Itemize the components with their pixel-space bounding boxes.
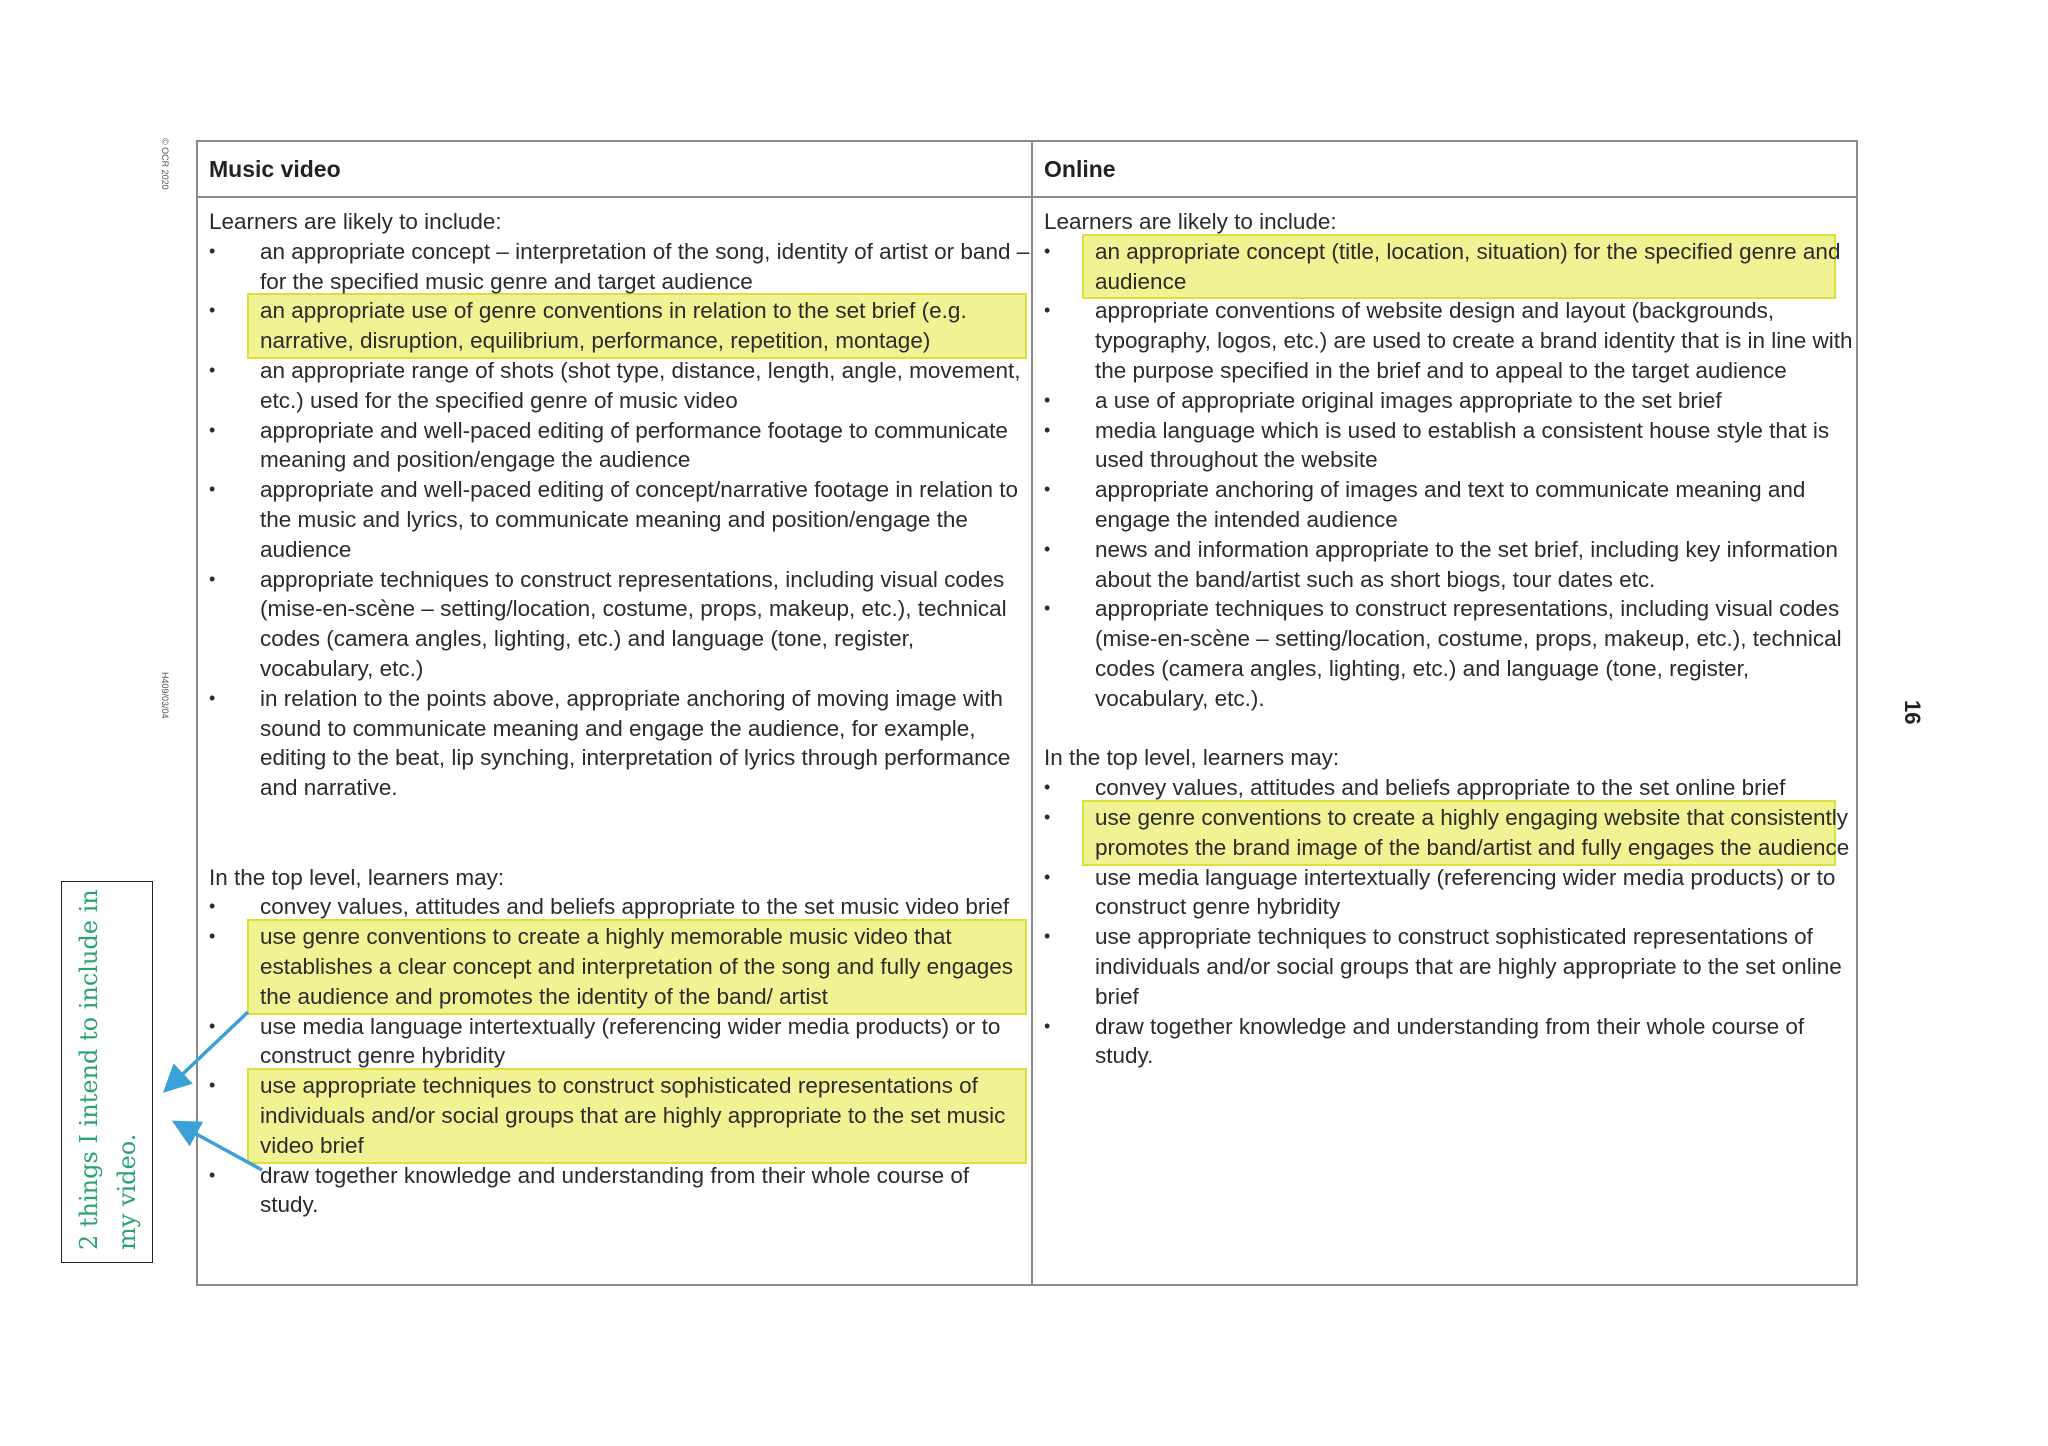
criterion-item: • news and information appropriate to the set brief, including key information about the band/artist such as short biogs, tour dates etc. [1044, 535, 1856, 595]
copyright-notice: © OCR 2020 [160, 138, 170, 190]
online-top-level-intro: In the top level, learners may: [1044, 745, 1340, 771]
criterion-item: • appropriate techniques to construct representations, including visual codes (mise-en-scène – setting/location, costume, props, makeup, etc.), technical codes (camera angles, lighting, etc.) and language (tone, register, vocabulary, etc.) [209, 565, 1031, 684]
arrow-to-second-highlight [178, 1124, 262, 1170]
arrow-to-first-highlight [168, 1012, 248, 1088]
criterion-item: • media language which is used to establish a consistent house style that is used throughout the website [1044, 416, 1856, 476]
criterion-item: • use media language intertextually (referencing wider media products) or to construct genre hybridity [209, 1012, 1031, 1072]
criterion-item: • appropriate and well-paced editing of performance footage to communicate meaning and position/engage the audience [209, 416, 1031, 476]
criterion-item: • use appropriate techniques to construct sophisticated representations of individuals and/or social groups that are highly appropriate to the set online brief [1044, 922, 1856, 1011]
highlighted-criterion: • use genre conventions to create a highly memorable music video that establishes a clear concept and interpretation of the song and fully engages the audience and promotes the identity of the band/ artist [209, 922, 1031, 1011]
criterion-item: • in relation to the points above, appropriate anchoring of moving image with sound to communicate meaning and engage the audience, for example, editing to the beat, lip synching, interpretation of lyrics through performance and narrative. [209, 684, 1031, 803]
criterion-item: • use media language intertextually (referencing wider media products) or to construct genre hybridity [1044, 863, 1856, 923]
document-code: H409/03/04 [160, 672, 170, 719]
criterion-item: • appropriate and well-paced editing of concept/narrative footage in relation to the music and lyrics, to communicate meaning and position/engage the audience [209, 475, 1031, 564]
criterion-item: • appropriate conventions of website design and layout (backgrounds, typography, logos, etc.) are used to create a brand identity that is in line with the purpose specified in the brief and to appeal to the target audience [1044, 296, 1856, 385]
page-number: 16 [1900, 700, 1925, 725]
highlighted-criterion: • use genre conventions to create a highly engaging website that consistently promotes the brand image of the band/artist and fully engages the audience [1044, 803, 1856, 863]
online-intro: Learners are likely to include: [1044, 209, 1337, 234]
music-video-header: Music video [198, 142, 1031, 198]
highlighted-criterion: • an appropriate concept (title, location, situation) for the specified genre and audience [1044, 237, 1856, 297]
criterion-item: • convey values, attitudes and beliefs appropriate to the set music video brief [209, 892, 1031, 922]
criterion-item: • a use of appropriate original images appropriate to the set brief [1044, 386, 1856, 416]
criterion-item: • appropriate anchoring of images and text to communicate meaning and engage the intended audience [1044, 475, 1856, 535]
highlighted-criterion: • use appropriate techniques to construct sophisticated representations of individuals and/or social groups that are highly appropriate to the set music video brief [209, 1071, 1031, 1160]
criterion-item: • convey values, attitudes and beliefs appropriate to the set online brief [1044, 773, 1856, 803]
music-video-intro: Learners are likely to include: [209, 209, 502, 234]
criterion-item: • draw together knowledge and understanding from their whole course of study. [209, 1161, 1031, 1221]
music-video-top-level-intro: In the top level, learners may: [209, 864, 505, 890]
criterion-item: • an appropriate range of shots (shot type, distance, length, angle, movement, etc.) used for the specified genre of music video [209, 356, 1031, 416]
criterion-item: • draw together knowledge and understanding from their whole course of study. [1044, 1012, 1856, 1072]
annotation-note: 2 things I intend to include in my video. [75, 889, 141, 1250]
online-header: Online [1033, 142, 1856, 198]
criterion-item: • an appropriate concept – interpretation of the song, identity of artist or band – for the specified music genre and target audience [209, 237, 1031, 297]
highlighted-criterion: • an appropriate use of genre conventions in relation to the set brief (e.g. narrative, disruption, equilibrium, performance, repetition, montage) [209, 296, 1031, 356]
criterion-item: • appropriate techniques to construct representations, including visual codes (mise-en-scène – setting/location, costume, props, makeup, etc.), technical codes (camera angles, lighting, etc.) and language (tone, register, vocabulary, etc.). [1044, 594, 1856, 713]
